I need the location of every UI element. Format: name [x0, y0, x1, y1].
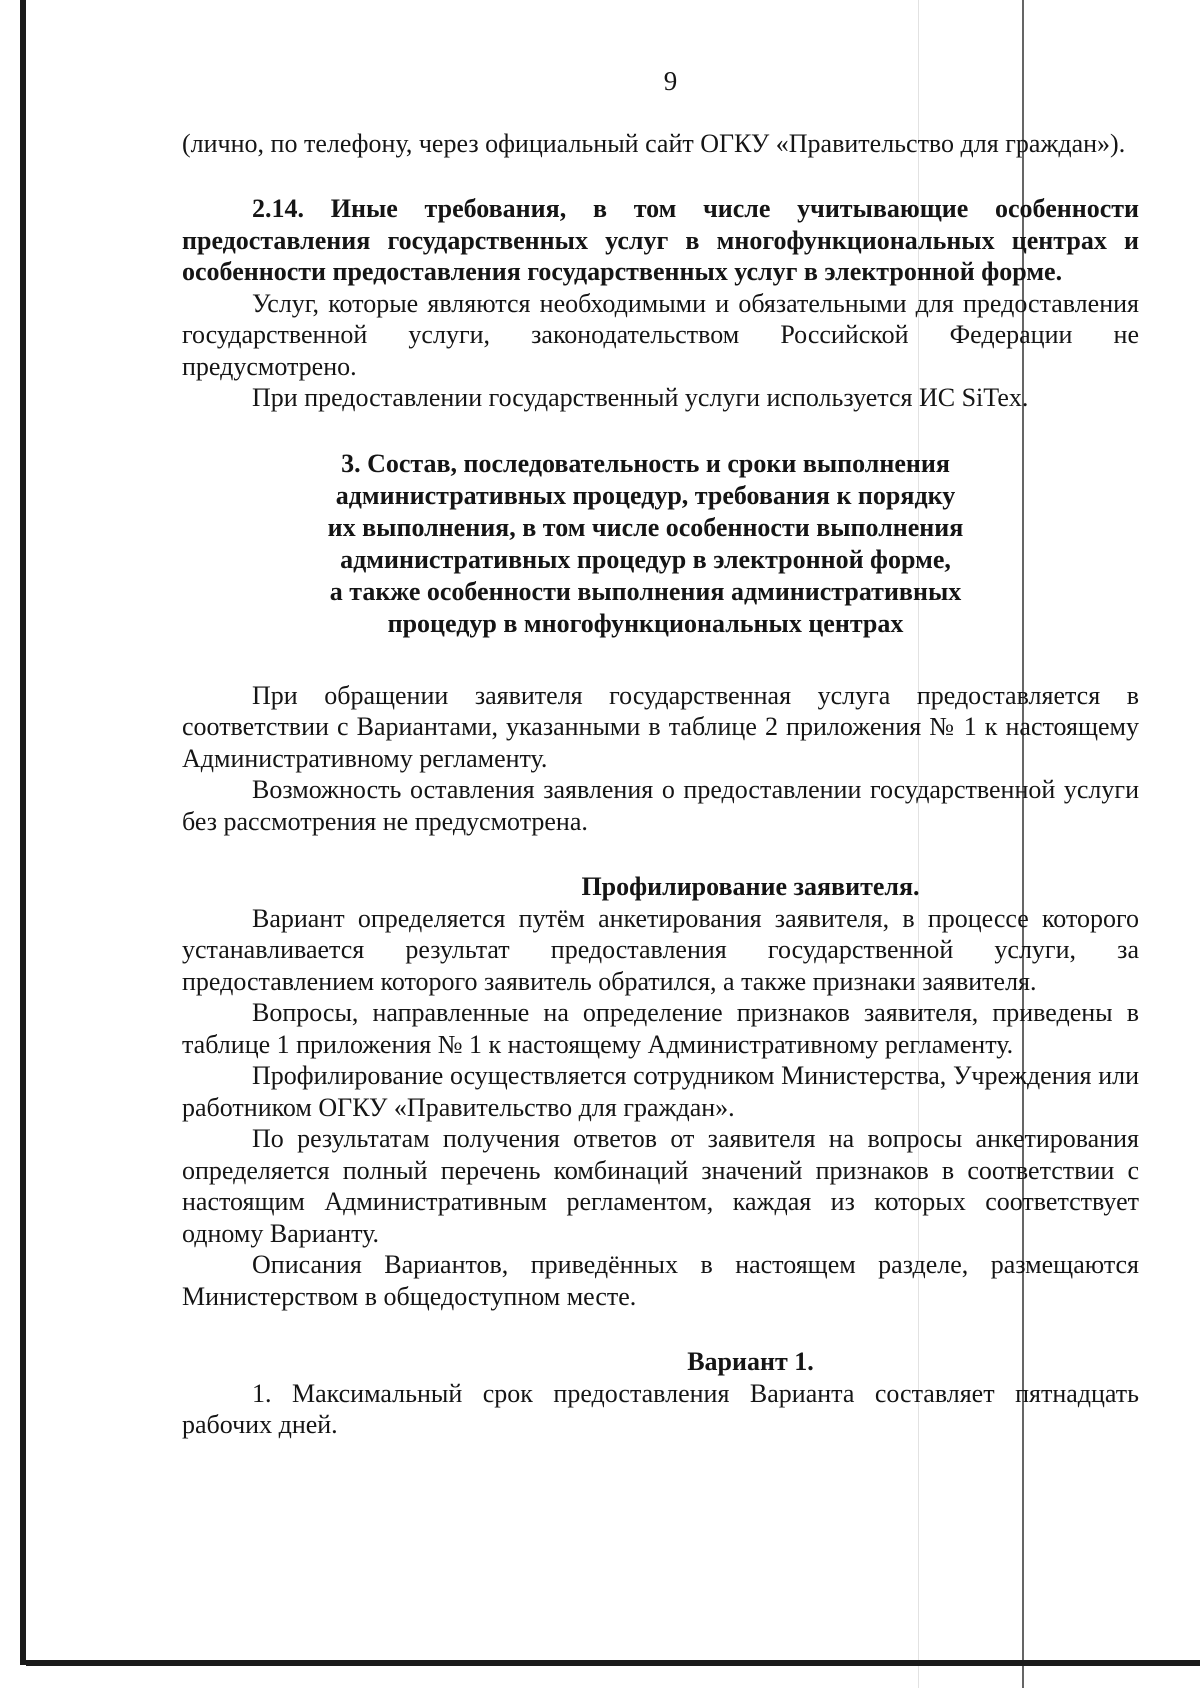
profiling-paragraph: Вопросы, направленные на определение признаков заявителя, приведены в таблице 1 приложения № 1 к настоящему Административному регламенту.: [182, 998, 1139, 1059]
section-3-paragraph: При обращении заявителя государственная услуга предоставляется в соответствии с Вариантами, указанными в таблице 2 приложения № 1 к настоящему Административному регламенту.: [182, 680, 1139, 773]
profiling-paragraph: Описания Вариантов, приведённых в настоящем разделе, размещаются Министерством в общедоступном месте.: [182, 1250, 1139, 1311]
section-2-14-heading: 2.14. Иные требования, в том числе учитывающие особенности предоставления государственных услуг в многофункциональных центрах и особенности предоставления государственных услуг в электронной форме.: [182, 194, 1139, 286]
section-3-title-line: административных процедур в электронной форме,: [340, 544, 951, 574]
section-3-title-line: их выполнения, в том числе особенности выполнения: [327, 512, 964, 542]
section-3-paragraph: Возможность оставления заявления о предоставлении государственной услуги без рассмотрения не предусмотрена.: [182, 775, 1139, 836]
scan-border-bottom: [26, 1660, 1200, 1666]
profiling-paragraph: По результатам получения ответов от заявителя на вопросы анкетирования определяется полный перечень комбинаций значений признаков в соответствии с настоящим Административным регламентом, каждая из которых соответствует одному Варианту.: [182, 1124, 1139, 1248]
document-page: [182, 66, 1139, 1441]
profiling-heading: Профилирование заявителя.: [581, 872, 920, 901]
continuation-paragraph: (лично, по телефону, через официальный сайт ОГКУ «Правительство для граждан»).: [182, 128, 1126, 158]
section-2-14-paragraph: При предоставлении государственный услуги используется ИС SiTex.: [252, 383, 1029, 412]
scan-border-left: [20, 0, 26, 1665]
variant-1-paragraph: 1. Максимальный срок предоставления Варианта составляет пятнадцать рабочих дней.: [182, 1378, 1139, 1439]
page-number: 9: [663, 66, 678, 96]
section-2-14-paragraph: Услуг, которые являются необходимыми и обязательными для предоставления государственной услуги, законодательством Российской Федерации не предусмотрено.: [182, 288, 1139, 381]
variant-1-heading: Вариант 1.: [687, 1347, 814, 1376]
section-3-title-line: 3. Состав, последовательность и сроки выполнения: [341, 448, 950, 478]
section-3-title: [182, 448, 1139, 640]
profiling-paragraph: Профилирование осуществляется сотрудником Министерства, Учреждения или работником ОГКУ «Правительство для граждан».: [182, 1061, 1139, 1122]
profiling-paragraph: Вариант определяется путём анкетирования заявителя, в процессе которого устанавливается результат предоставления государственной услуги, за предоставлением которого заявитель обратился, а также признаки заявителя.: [182, 903, 1139, 996]
section-3-title-line: процедур в многофункциональных центрах: [387, 608, 904, 638]
section-3-title-line: административных процедур, требования к порядку: [335, 480, 956, 510]
section-3-title-line: а также особенности выполнения административных: [329, 576, 962, 606]
